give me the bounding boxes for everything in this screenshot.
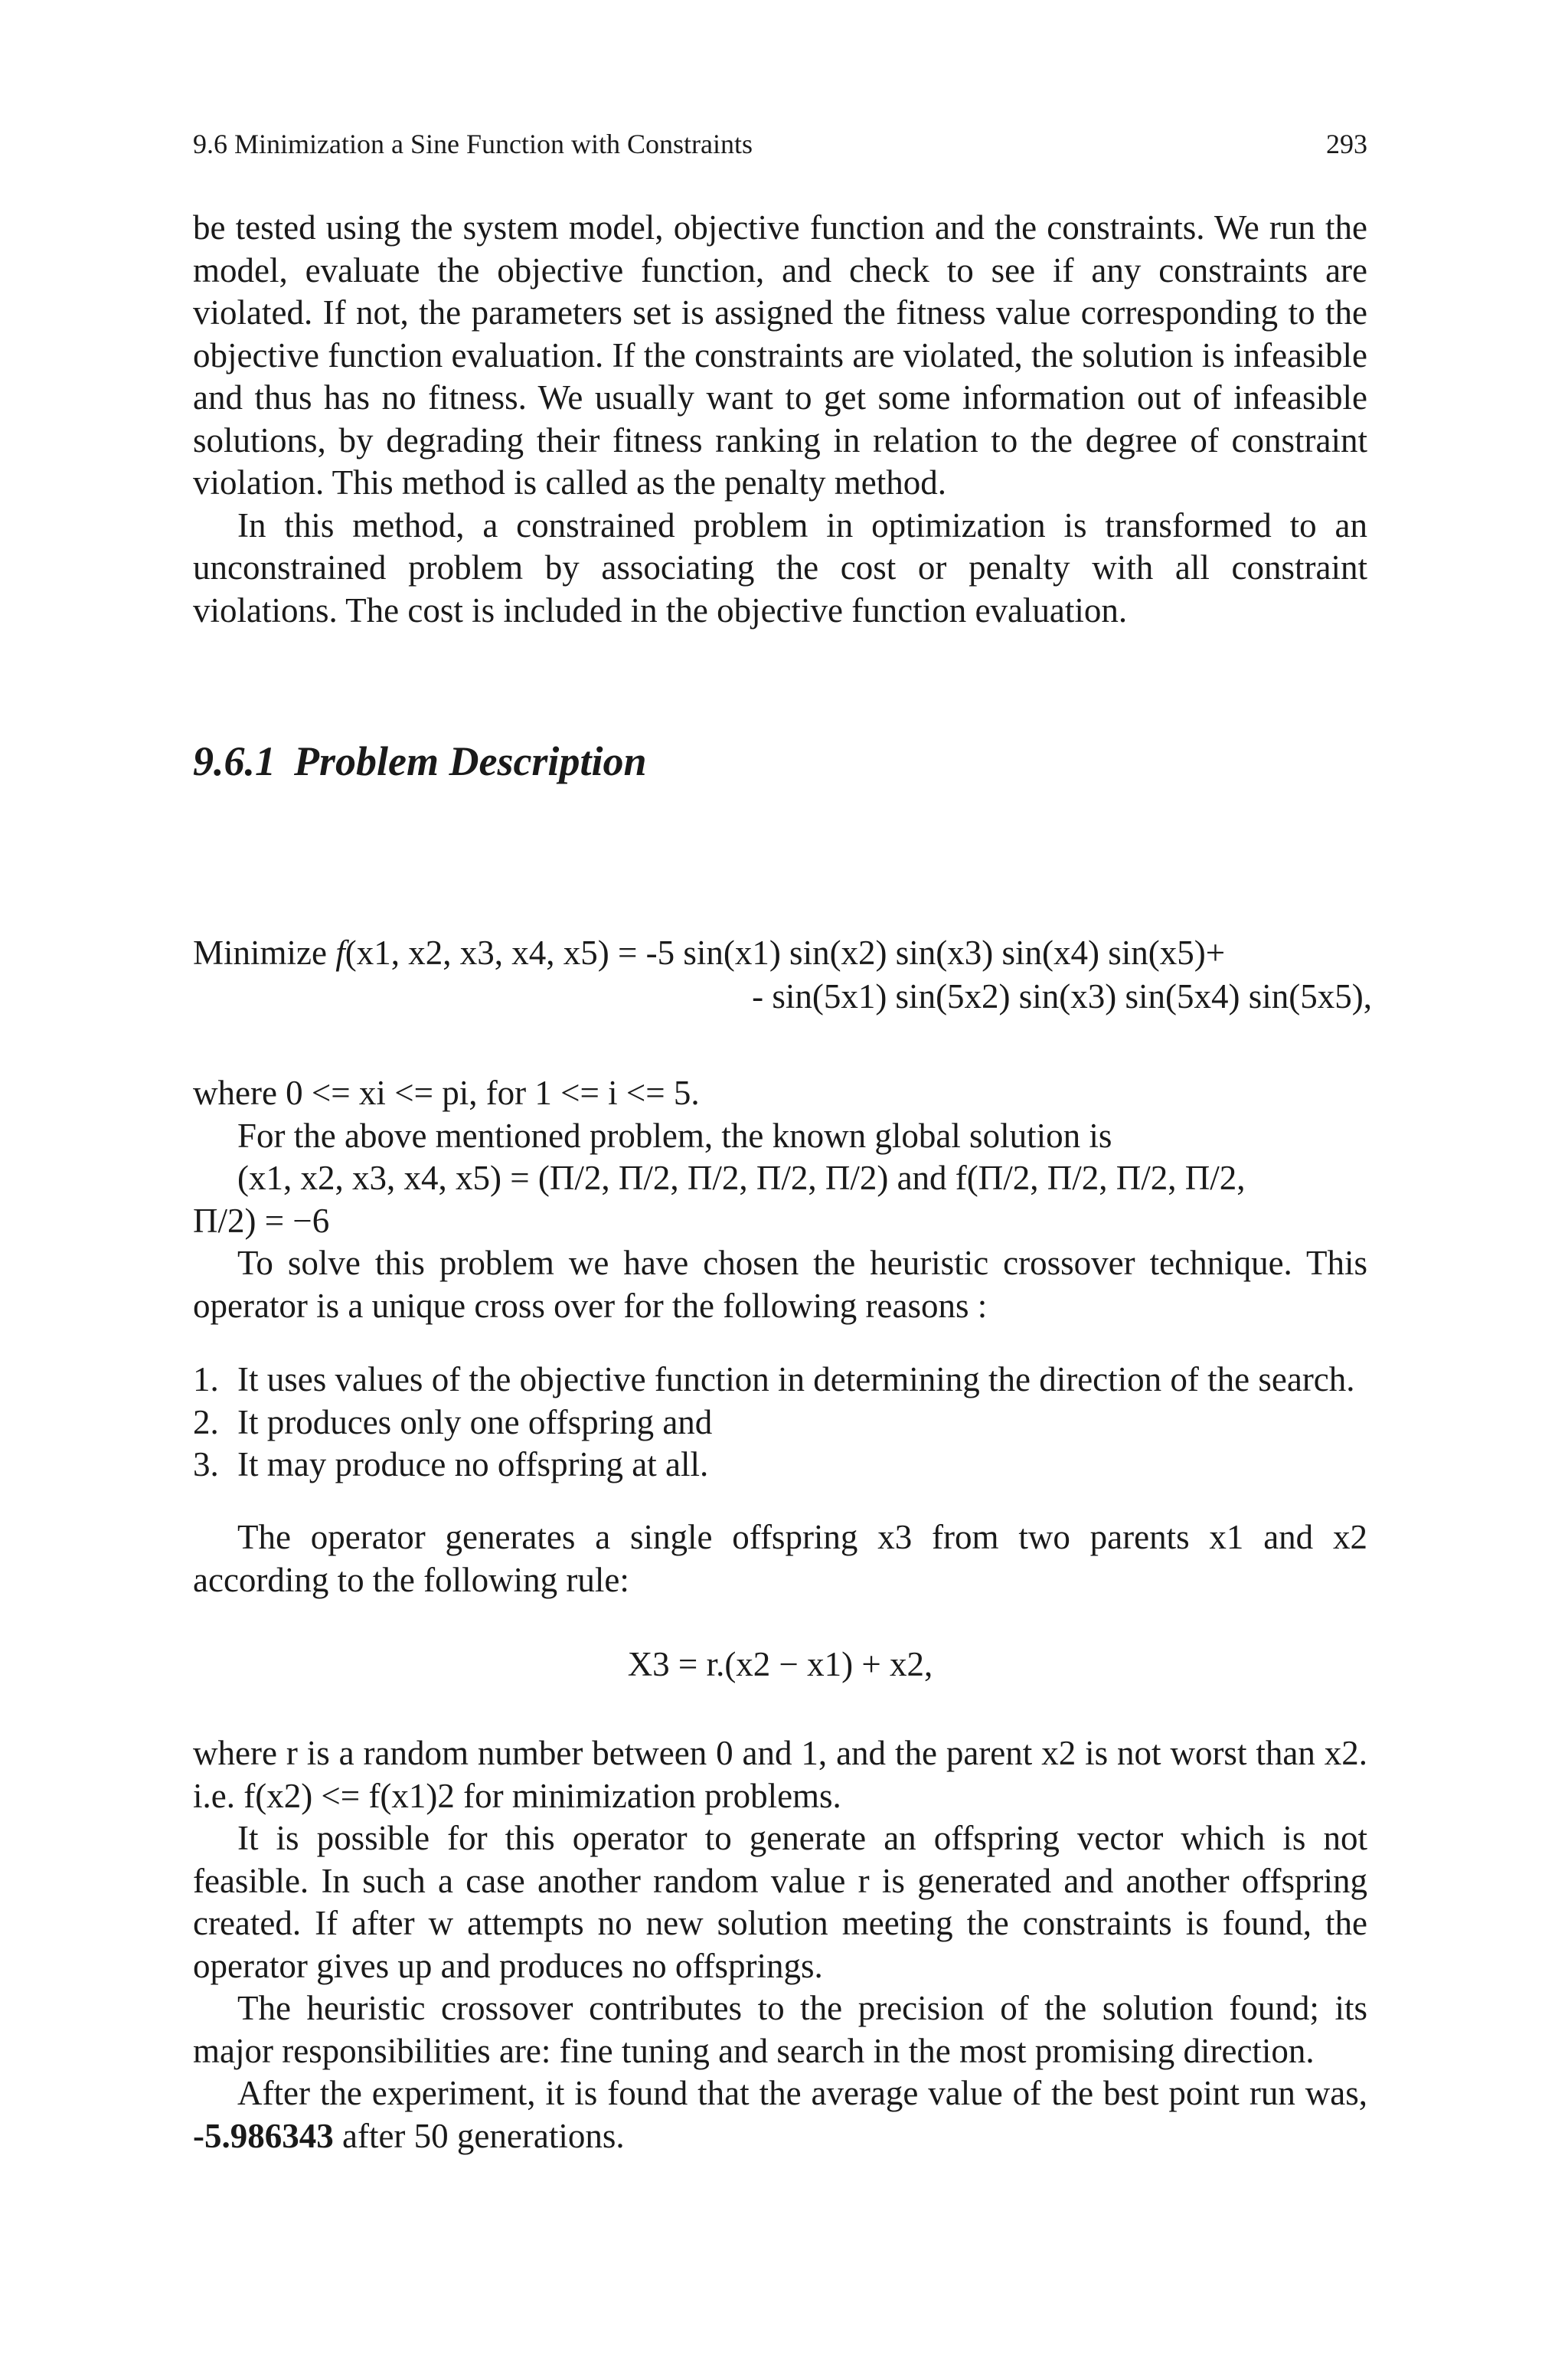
- intro-text: [193, 207, 1367, 632]
- list-item-number: 2.: [193, 1402, 219, 1441]
- crossover-intro: To solve this problem we have chosen the heuristic crossover technique. This operator is a unique cross over for the following reasons :: [193, 1244, 1367, 1325]
- section-heading: [193, 737, 646, 786]
- known-solution-line-1: (x1, x2, x3, x4, x5) = (Π/2, Π/2, Π/2, Π/2, Π/2) and f(Π/2, Π/2, Π/2, Π/2,: [237, 1159, 1246, 1197]
- list-item-text: It produces only one offspring and: [237, 1402, 713, 1441]
- known-solution-intro: For the above mentioned problem, the known global solution is: [237, 1116, 1112, 1155]
- result-lead: After the experiment, it is found that the average value of the best point run was,: [237, 2074, 1367, 2112]
- after-rule-paragraph: where r is a random number between 0 and 1, and the parent x2 is not worst than x2. i.e. f(x2) <= f(x1)2 for minimization problems.: [193, 1734, 1367, 1815]
- page-number: 293: [1326, 129, 1367, 159]
- objective-line-1: (x1, x2, x3, x4, x5) = -5 sin(x1) sin(x2) sin(x3) sin(x4) sin(x5)+: [345, 934, 1226, 972]
- running-head-title: 9.6 Minimization a Sine Function with Constraints: [193, 129, 753, 159]
- list-item: [193, 1359, 1367, 1402]
- operator-rule: The operator generates a single offspring x3 from two parents x1 and x2 according to the following rule:: [193, 1518, 1367, 1599]
- known-solution-line-2: Π/2) = −6: [193, 1201, 330, 1240]
- list-item: [193, 1402, 1367, 1444]
- after-rule-paragraph: The heuristic crossover contributes to the precision of the solution found; its major responsibilities are: fine tuning and search in the most promising direction.: [193, 1989, 1367, 2070]
- objective-equation-line-2: [752, 976, 1372, 1018]
- intro-paragraph: be tested using the system model, objective function and the constraints. We run the model, evaluate the objective function, and check to see if any constraints are violated. If not, the parameters set is assigned the fitness value corresponding to the objective function evaluation. If the constraints are violated, the solution is infeasible and thus has no fitness. We usually want to get some information out of infeasible solutions, by degrading their fitness ranking in relation to the degree of constraint violation. This method is called as the penalty method.: [193, 208, 1367, 502]
- list-item: [193, 1444, 1367, 1487]
- rule-equation: X3 = r.(x2 − x1) + x2,: [627, 1645, 933, 1683]
- list-item-text: It may produce no offspring at all.: [237, 1445, 709, 1483]
- objective-line-2: - sin(5x1) sin(5x2) sin(x3) sin(5x4) sin(5x5),: [752, 977, 1372, 1016]
- objective-prefix: Minimize: [193, 934, 327, 972]
- result-paragraph: [193, 2072, 1367, 2157]
- where-clause: where 0 <= xi <= pi, for 1 <= i <= 5.: [193, 1074, 700, 1112]
- section-number: 9.6.1: [193, 738, 276, 784]
- solution-text: [193, 1072, 1367, 1327]
- operator-rule-text: [193, 1516, 1367, 1601]
- list-item-number: 3.: [193, 1445, 219, 1483]
- intro-paragraph: In this method, a constrained problem in optimization is transformed to an unconstrained problem by associating the cost or penalty with all constraint violations. The cost is included in the objective function evaluation.: [193, 505, 1367, 630]
- objective-equation-line-1: [193, 932, 1225, 974]
- section-title: Problem Description: [294, 738, 647, 784]
- list-item-number: 1.: [193, 1360, 219, 1398]
- list-item-text: It uses values of the objective function in determining the direction of the search.: [237, 1360, 1355, 1398]
- after-rule-paragraph: It is possible for this operator to generate an offspring vector which is not feasible. In such a case another random value r is generated and another offspring created. If after w attempts no new solution meeting the constraints is found, the operator gives up and produces no offsprings.: [193, 1819, 1367, 1985]
- objective-func-symbol: f: [335, 934, 345, 972]
- reasons-list: [193, 1359, 1367, 1487]
- result-tail: after 50 generations.: [333, 2116, 625, 2155]
- closing-text: [193, 1732, 1367, 2157]
- result-value: -5.986343: [193, 2116, 334, 2155]
- running-head: [193, 127, 1367, 161]
